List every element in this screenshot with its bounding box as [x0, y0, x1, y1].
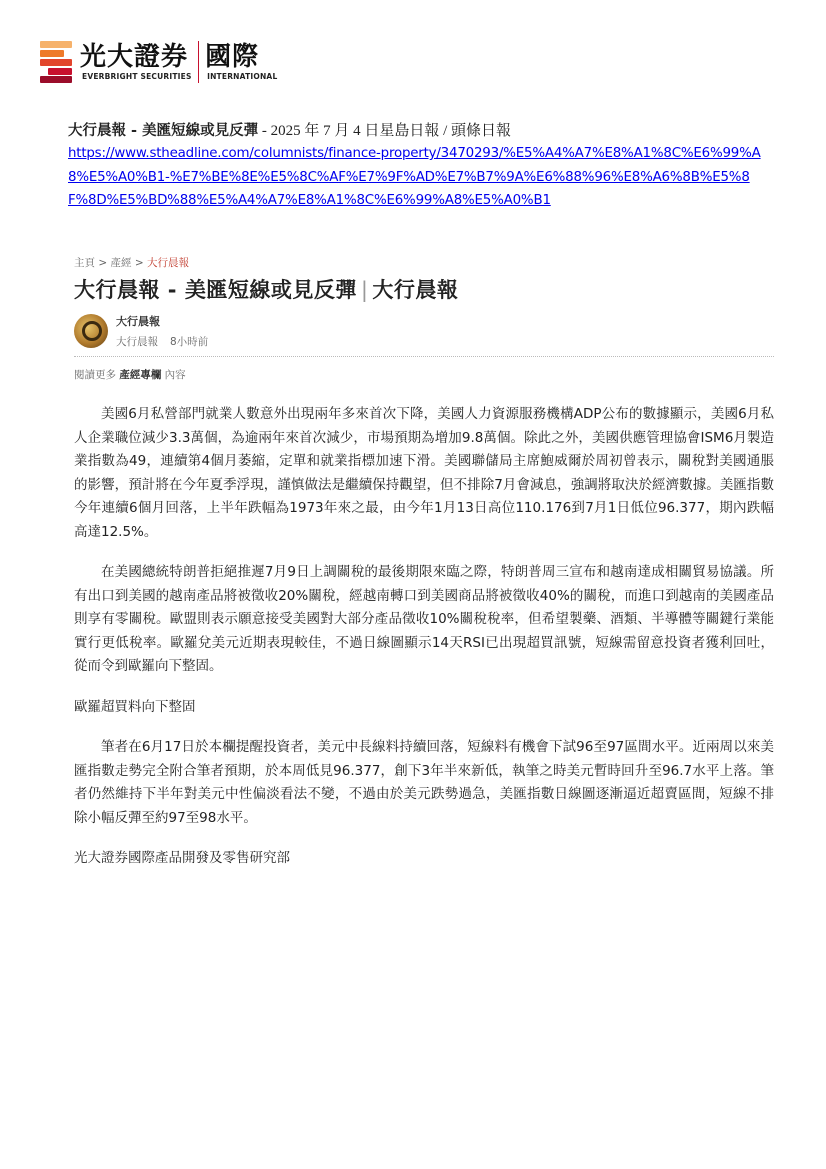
author-block	[74, 313, 208, 349]
document-header	[68, 120, 768, 213]
logo-stripe	[40, 50, 64, 57]
divider	[74, 356, 774, 357]
author-column[interactable]: 大行晨報	[116, 336, 158, 348]
logo-brand-zh: 光大證券	[80, 41, 189, 72]
document-headline: 大行晨報 - 美匯短線或見反彈	[68, 123, 259, 139]
author-name[interactable]: 大行晨報	[116, 315, 160, 328]
publish-time: 8小時前	[170, 336, 209, 348]
logo-mark-icon	[40, 41, 72, 83]
article-body	[74, 403, 774, 888]
document-source-meta: - 2025 年 7 月 4 日星島日報 / 頭條日報	[258, 123, 512, 139]
breadcrumb	[74, 255, 189, 270]
read-more-suffix: 內容	[161, 369, 186, 381]
company-logo	[40, 40, 277, 84]
logo-divider	[198, 41, 200, 83]
read-more-prefix: 閱讀更多	[74, 369, 120, 381]
article-paragraph: 在美國總統特朗普拒絕推遲7月9日上調關稅的最後期限來臨之際，特朗普周三宣布和越南達成相關貿易協議。所有出口到美國的越南產品將被徵收20%關稅，經越南轉口到美國商品將被徵收40%的關稅，而進口到越南的美國產品則享有零關稅。歐盟則表示願意接受美國對大部分產品徵收10%關稅稅率，但希望製藥、酒類、半導體等關鍵行業能實行更低稅率。歐羅兌美元近期表現較佳，不過日線圖顯示14天RSI已出現超買訊號，短線需留意投資者獲利回吐，從而令到歐羅向下整固。	[74, 564, 774, 674]
article-title-tail: 大行晨報	[372, 278, 459, 302]
breadcrumb-separator: >	[131, 257, 147, 269]
breadcrumb-home[interactable]: 主頁	[74, 257, 95, 269]
logo-stripe	[40, 41, 72, 48]
avatar[interactable]	[74, 314, 108, 348]
source-link[interactable]: https://www.stheadline.com/columnists/finance-property/3470293/%E5%A4%A7%E8%A1%8C%E6%99%A8%E5%A0%B1-%E7%BE%8E%E5%8C%AF%E7%9F%AD%E7%B7%9A%E6%88%96%E8%A6%8B%E5%8F%8D%E5%BD%88%E5%A4%A7%E8%A1%8C%E6%99%A8%E5%A0%B1	[68, 146, 761, 208]
article-paragraph: 筆者在6月17日於本欄提醒投資者，美元中長線料持續回落，短線料有機會下試96至97區間水平。近兩周以來美匯指數走勢完全附合筆者預期，於本周低見96.377，創下3年半來新低，執筆之時美元暫時回升至96.7水平上落。筆者仍然維持下半年對美元中性偏淡看法不變，不過由於美元跌勢過急，美匯指數日線圖逐漸逼近超賣區間，短線不排除小幅反彈至約97至98水平。	[74, 739, 774, 826]
logo-stripe	[40, 59, 72, 66]
logo-brand-en: EVERBRIGHT SECURITIES	[82, 71, 192, 81]
article-subheading: 歐羅超買料向下整固	[74, 698, 196, 715]
article-signature: 光大證券國際產品開發及零售研究部	[74, 850, 290, 866]
read-more	[74, 367, 186, 382]
article-paragraph: 美國6月私營部門就業人數意外出現兩年多來首次下降，美國人力資源服務機構ADP公布的數據顯示，美國6月私人企業職位減少3.3萬個，為逾兩年來首次減少，市場預期為增加9.8萬個。除此之外，美國供應管理協會ISM6月製造業指數為49，連續第4個月萎縮，定單和就業指標加速下滑。美國聯儲局主席鮑威爾於周初曾表示，關稅對美國通脹的影響，預計將在今年夏季浮現，謹慎做法是繼續保持觀望，但不排除7月會減息，強調將取決於經濟數據。美匯指數今年連續6個月回落，上半年跌幅為1973年來之最，由今年1月13日高位110.176到7月1日低位96.377，期內跌幅高達12.5%。	[74, 406, 774, 540]
logo-stripe	[40, 76, 72, 83]
article-title-main: 大行晨報 - 美匯短線或見反彈	[74, 278, 357, 302]
article-title	[74, 274, 458, 304]
logo-intl-zh: 國際	[205, 41, 260, 72]
breadcrumb-current[interactable]: 大行晨報	[146, 257, 189, 269]
read-more-link[interactable]: 產經專欄	[119, 369, 162, 381]
logo-intl-en: INTERNATIONAL	[207, 71, 278, 81]
logo-stripe	[48, 68, 72, 75]
breadcrumb-separator: >	[95, 257, 111, 269]
breadcrumb-section[interactable]: 產經	[110, 257, 132, 269]
title-divider: |	[360, 278, 369, 302]
